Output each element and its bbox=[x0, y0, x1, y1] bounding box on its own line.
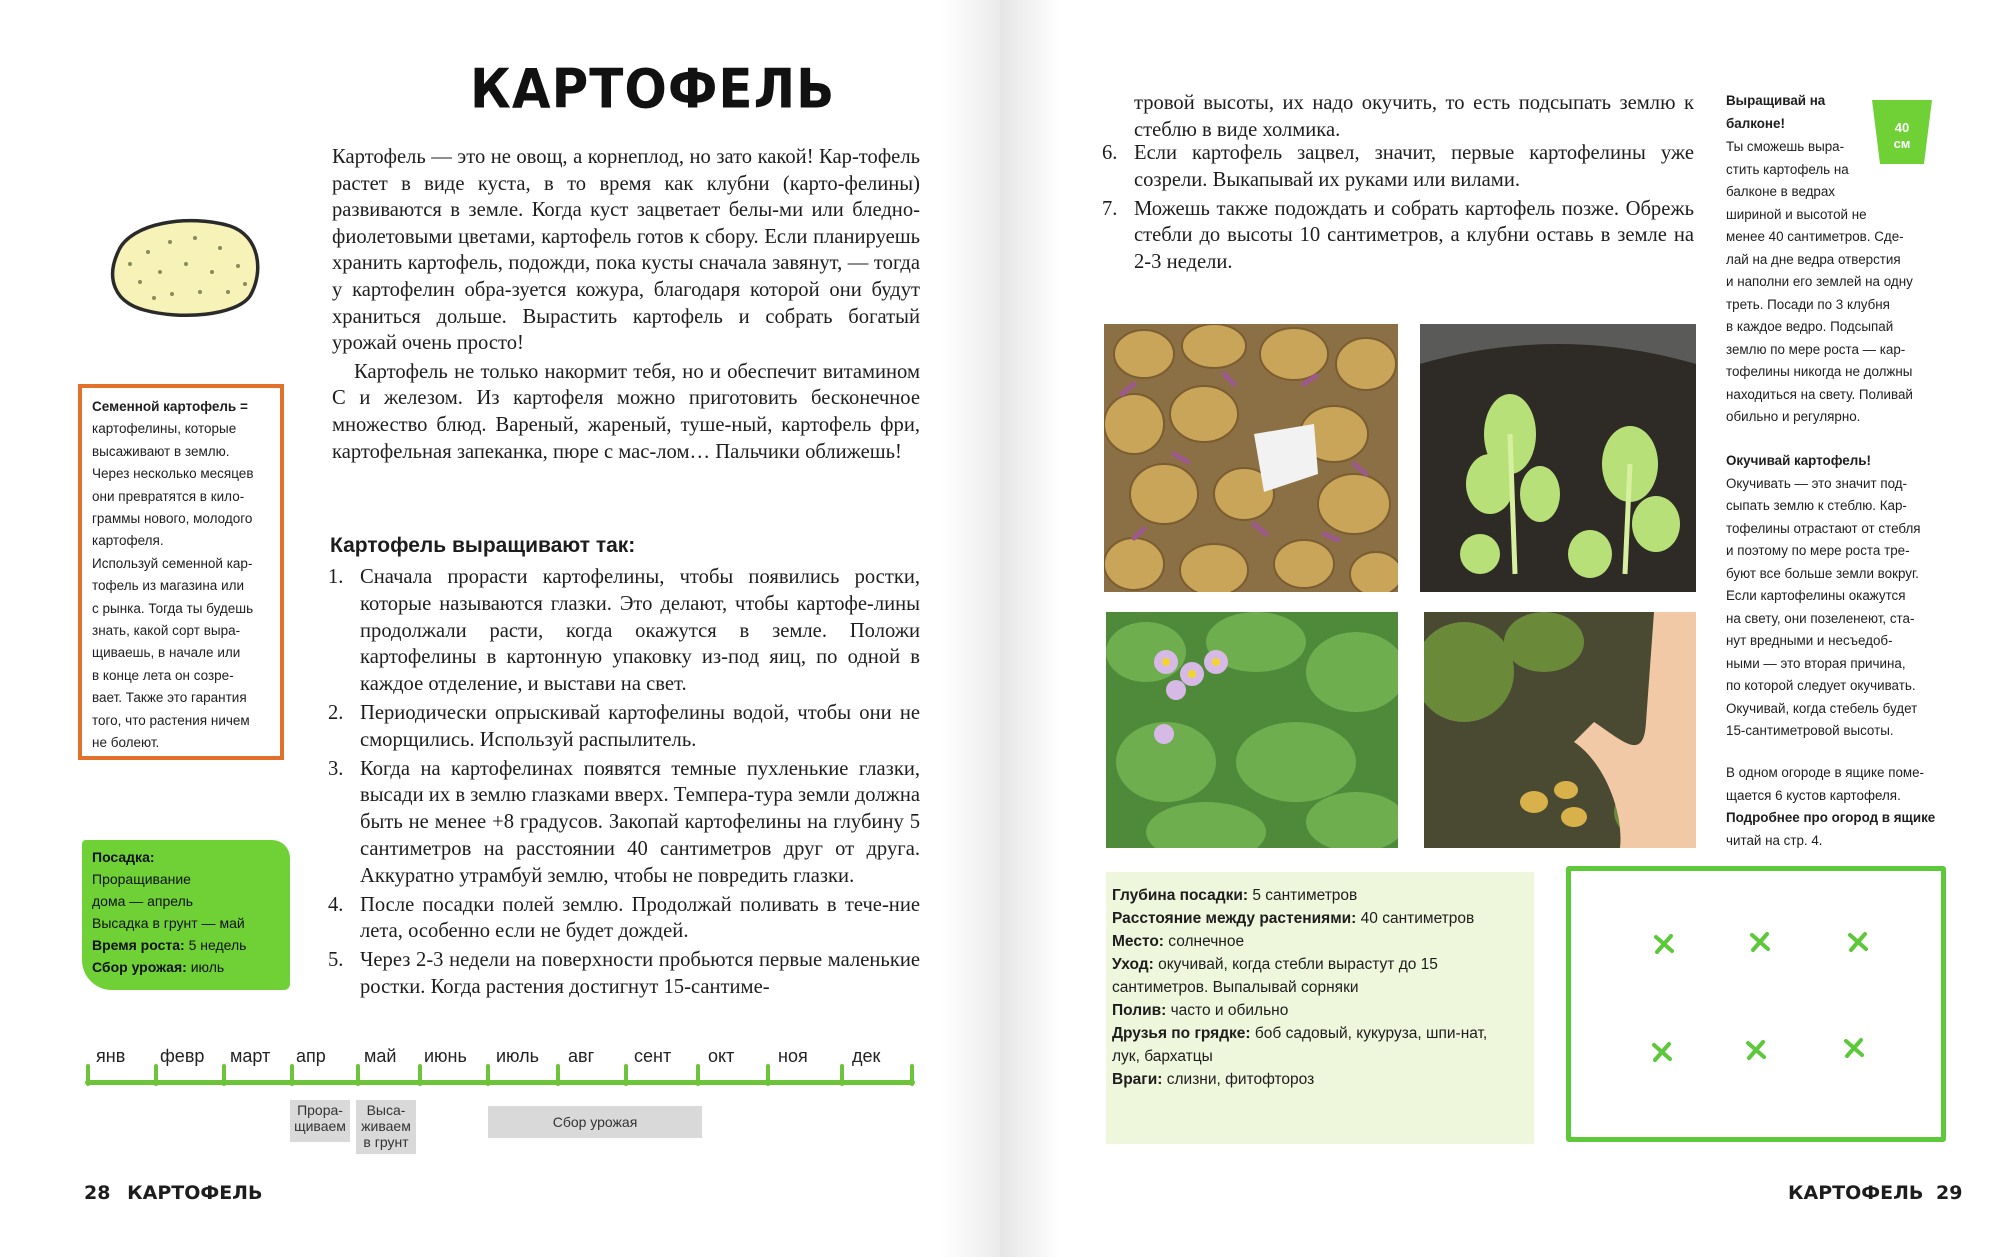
timeline-bar bbox=[85, 1080, 915, 1085]
harvest-by-hand-image bbox=[1424, 612, 1696, 848]
info-value: 40 сантиметров bbox=[1360, 910, 1475, 927]
info-label: Друзья по грядке: bbox=[1112, 1025, 1251, 1042]
hilling-line: ными — это вторая причина, bbox=[1726, 655, 1906, 671]
page-title: КАРТОФЕЛЬ bbox=[470, 57, 836, 121]
info-value: 5 сантиметров bbox=[1252, 887, 1358, 904]
step-number: 1. bbox=[328, 566, 344, 588]
hilling-line: нут вредными и несъедоб- bbox=[1726, 633, 1893, 648]
steps-list-right bbox=[1102, 140, 1694, 276]
planting-label: Посадка: bbox=[92, 849, 155, 865]
hilling-line: на свету, они позеленеют, ста- bbox=[1726, 610, 1915, 626]
garden-note-link: Подробнее про огород в ящике bbox=[1726, 810, 1936, 825]
plant-marker-icon bbox=[1847, 931, 1869, 953]
step-item bbox=[1102, 196, 1694, 276]
month-label: февр bbox=[160, 1046, 205, 1066]
garden-note-line: щается 6 кустов картофеля. bbox=[1726, 787, 1901, 803]
plant-marker-icon bbox=[1653, 933, 1675, 955]
hilling-line: сыпать землю к стеблю. Кар- bbox=[1726, 498, 1907, 513]
harvest-row bbox=[92, 956, 280, 978]
step-item bbox=[328, 756, 920, 890]
continuation-text: тровой высоты, их надо окучить, то есть подсыпать землю к стеблю в виде холмика. bbox=[1134, 92, 1694, 141]
seed-note-line: того, что растения ничем bbox=[92, 712, 250, 728]
steps-list-left bbox=[328, 564, 920, 1001]
info-row bbox=[1112, 953, 1512, 999]
balcony-line: в каждое ведро. Подсыпай bbox=[1726, 319, 1894, 334]
plant-marker-icon bbox=[1745, 1039, 1767, 1061]
info-row bbox=[1112, 884, 1530, 907]
seed-note-line: картофелины, которые bbox=[92, 421, 237, 437]
hilling-line: буют все больше земли вокруг. bbox=[1726, 565, 1919, 581]
timeline-tick bbox=[356, 1064, 360, 1086]
photo-potato-flowers bbox=[1106, 612, 1398, 848]
balcony-line: тофелины никогда не должны bbox=[1726, 364, 1913, 379]
garden-note-line: читай на стр. 4. bbox=[1726, 832, 1823, 848]
sprouting-text: Проращивание bbox=[92, 871, 191, 887]
timeline-tick bbox=[222, 1064, 226, 1086]
harvest-value: июль bbox=[190, 959, 225, 975]
page-gutter-left bbox=[940, 0, 1000, 1257]
month-label: сент bbox=[634, 1046, 672, 1066]
balcony-text bbox=[1726, 136, 1966, 429]
step-item bbox=[328, 564, 920, 698]
step-item bbox=[1102, 140, 1694, 194]
step-text: Когда на картофелинах появятся темные пухленькие глазки, высади их в землю глазками вверх. Темпера-тура земли должна быть не менее +8 градусов. Закопай картофелины на глубину 5 сантиметров на расстоянии 40 сантиметров друг от друга. Аккуратно утрамбуй землю, чтобы не повредить глазки. bbox=[360, 757, 920, 887]
balcony-line: обильно и регулярно. bbox=[1726, 409, 1861, 424]
balcony-line: треть. Посади по 3 клубня bbox=[1726, 296, 1890, 312]
timeline-tick bbox=[910, 1064, 914, 1086]
balcony-line: менее 40 сантиметров. Сде- bbox=[1726, 229, 1904, 244]
footer-title-left: КАРТОФЕЛЬ bbox=[127, 1182, 263, 1204]
timeline-tick bbox=[556, 1064, 560, 1086]
timeline-tag-harvest: Сбор урожая bbox=[488, 1106, 702, 1138]
seed-note-line: тофель из магазина или bbox=[92, 578, 245, 594]
photo-harvest-by-hand bbox=[1424, 612, 1696, 848]
tag-line: Выса- bbox=[366, 1102, 406, 1118]
info-value: часто и обильно bbox=[1170, 1002, 1289, 1019]
month-label: авг bbox=[568, 1046, 595, 1066]
hilling-line: тофелины отрастают от стебля bbox=[1726, 520, 1921, 536]
balcony-line: лай на дне ведра отверстия bbox=[1726, 251, 1901, 267]
potato-flowers-image bbox=[1106, 612, 1398, 848]
info-label: Уход: bbox=[1112, 956, 1154, 973]
hilling-heading: Окучивай картофель! bbox=[1726, 453, 1871, 468]
balcony-heading bbox=[1726, 90, 1866, 135]
transplant-text: Высадка в грунт — май bbox=[92, 915, 245, 931]
timeline-tick bbox=[696, 1064, 700, 1086]
timeline-tick bbox=[290, 1064, 294, 1086]
month-label: июль bbox=[496, 1046, 540, 1066]
info-label: Полив: bbox=[1112, 1002, 1167, 1019]
step-number: 4. bbox=[328, 893, 344, 916]
balcony-line: землю по мере роста — кар- bbox=[1726, 341, 1906, 357]
page-gutter-right bbox=[1000, 0, 1060, 1257]
month-label: апр bbox=[296, 1046, 326, 1066]
seed-note-line: щиваешь, в начале или bbox=[92, 645, 241, 661]
seed-note-line: высаживают в землю. bbox=[92, 443, 230, 459]
seed-note-line: вает. Также это гарантия bbox=[92, 690, 247, 706]
potato-illustration bbox=[100, 212, 266, 322]
seed-potato-note bbox=[78, 384, 284, 760]
info-label: Глубина посадки: bbox=[1112, 887, 1249, 904]
hilling-line: Окучивать — это значит под- bbox=[1726, 475, 1907, 491]
sprouted-potatoes-image bbox=[1104, 324, 1398, 592]
month-label: март bbox=[230, 1046, 271, 1066]
seed-note-line: они превратятся в кило- bbox=[92, 488, 245, 504]
info-row bbox=[1112, 930, 1530, 953]
step-number: 2. bbox=[328, 701, 344, 724]
pot-label-unit: см bbox=[1893, 136, 1911, 151]
balcony-line: и наполни его землей на одну bbox=[1726, 274, 1913, 289]
hilling-line: Окучивай, когда стебель будет bbox=[1726, 700, 1918, 716]
tag-line: живаем bbox=[361, 1118, 411, 1134]
step-text: Через 2-3 недели на поверхности пробьются первые маленькие ростки. Когда растения достигнут 15-сантиме- bbox=[360, 949, 920, 998]
info-value: солнечное bbox=[1168, 933, 1245, 950]
month-label: окт bbox=[708, 1046, 735, 1066]
step-number: 5. bbox=[328, 949, 344, 972]
seed-note-line: не болеют. bbox=[92, 735, 160, 751]
plant-marker-icon bbox=[1749, 931, 1771, 953]
info-value: слизни, фитофтороз bbox=[1166, 1071, 1315, 1088]
plant-marker-icon bbox=[1843, 1037, 1865, 1059]
hilling-line: Если картофелины окажутся bbox=[1726, 588, 1906, 603]
month-label: май bbox=[364, 1046, 397, 1066]
month-label: янв bbox=[96, 1046, 126, 1066]
footer-title-right: КАРТОФЕЛЬ bbox=[1788, 1182, 1924, 1204]
garden-box-note bbox=[1726, 762, 1966, 852]
intro-paragraph-2: Картофель не только накормит тебя, но и обеспечит витамином С и железом. Из картофеля можно приготовить бесконечное множество блюд. Вареный, жареный, туше-ный, картофель фри, картофельная запеканка, пюре с мас-лом… Пальчики оближешь! bbox=[332, 360, 920, 463]
info-label: Враги: bbox=[1112, 1071, 1163, 1088]
info-value: боб садовый, кукуруза, шпи-нат, лук, бархатцы bbox=[1112, 1025, 1488, 1065]
step-text: После посадки полей землю. Продолжай поливать в тече-ние лета, особенно если не будет дождей. bbox=[360, 893, 920, 943]
growth-value: 5 недель bbox=[188, 937, 247, 953]
info-value: окучивай, когда стебли вырастут до 15 сантиметров. Выпалывай сорняки bbox=[1112, 956, 1438, 996]
seed-note-line: Через несколько месяцев bbox=[92, 466, 254, 482]
step-text: Сначала прорасти картофелины, чтобы появились ростки, которые называются глазки. Это делают, чтобы картофе-лины продолжали расти, когда окажутся в земле. Положи картофелины в картонную упаковку из-под яиц, по одной в каждое отделение, и выстави на свет. bbox=[360, 566, 920, 696]
timeline-tag-plant bbox=[356, 1100, 416, 1154]
timeline-tick bbox=[840, 1064, 844, 1086]
seed-note-line: Семенной картофель = bbox=[92, 399, 248, 414]
hilling-line: по которой следует окучивать. bbox=[1726, 678, 1916, 693]
balcony-line: Ты сможешь выра- bbox=[1726, 139, 1845, 154]
balcony-line: шириной и высотой не bbox=[1726, 206, 1867, 222]
tag-line: Прора- bbox=[297, 1102, 343, 1118]
intro-paragraph-1: Картофель — это не овощ, а корнеплод, но зато какой! Кар-тофель растет в виде куста, в то время как клубни (карто-фелины) развиваются в земле. Когда куст зацветает белы-ми или бледно-фиолетовыми цветами, картофель готов к сбору. Если планируешь хранить картофель, подожди, пока кусты сначала завянут, — тогда у картофелин обра-зуется кожура, благодаря которой они будут храниться дольше. Вырастить картофель и собрать богатый урожай очень просто! bbox=[332, 146, 920, 355]
page-number-left: 28 bbox=[84, 1182, 111, 1204]
info-row bbox=[1112, 1068, 1530, 1091]
step-text: Можешь также подождать и собрать картофель позже. Обрежь стебли до высоты 10 сантиметров, а клубни оставь в земле на 2-3 недели. bbox=[1134, 197, 1694, 274]
timeline-tick bbox=[624, 1064, 628, 1086]
tag-line: щиваем bbox=[294, 1118, 346, 1134]
hilling-note bbox=[1726, 450, 1966, 743]
planting-grid-diagram bbox=[1566, 866, 1946, 1142]
month-label: июнь bbox=[424, 1046, 467, 1066]
info-row bbox=[1112, 999, 1530, 1022]
growth-label: Время роста: bbox=[92, 937, 185, 953]
info-label: Место: bbox=[1112, 933, 1164, 950]
hilling-line: 15-сантиметровой высоты. bbox=[1726, 723, 1894, 738]
seed-note-line: с рынка. Тогда ты будешь bbox=[92, 600, 254, 616]
photo-young-plants-bucket bbox=[1420, 324, 1696, 592]
steps-heading: Картофель выращивают так: bbox=[330, 534, 636, 557]
seed-note-line: Используй семенной кар- bbox=[92, 555, 253, 571]
harvest-label: Сбор урожая: bbox=[92, 959, 187, 975]
timeline-tick bbox=[766, 1064, 770, 1086]
balcony-heading-text: Выращивай на балконе! bbox=[1726, 93, 1826, 131]
page-number-right: 29 bbox=[1935, 1182, 1963, 1204]
seed-note-line: картофеля. bbox=[92, 533, 164, 549]
step-number: 6. bbox=[1102, 142, 1118, 164]
timeline-tick bbox=[86, 1064, 90, 1086]
month-label: ноя bbox=[778, 1046, 808, 1066]
step-text: Периодически опрыскивай картофелины водой, чтобы они не сморщились. Используй распылитель. bbox=[360, 701, 920, 751]
step-text: Если картофель зацвел, значит, первые картофелины уже созрели. Выкапывай их руками или вилами. bbox=[1134, 142, 1694, 191]
timeline-tick bbox=[486, 1064, 490, 1086]
left-footer bbox=[84, 1182, 262, 1204]
garden-note-line: В одном огороде в ящике поме- bbox=[1726, 765, 1925, 780]
balcony-line: балконе в ведрах bbox=[1726, 184, 1835, 199]
seed-note-line: граммы нового, молодого bbox=[92, 511, 253, 527]
month-label: дек bbox=[852, 1046, 881, 1066]
step-number: 3. bbox=[328, 757, 344, 780]
tag-line: в грунт bbox=[363, 1134, 409, 1150]
info-row bbox=[1112, 1022, 1512, 1068]
sprouting-when: дома — апрель bbox=[92, 893, 194, 909]
planting-schedule-box bbox=[82, 840, 290, 990]
growth-row bbox=[92, 934, 280, 956]
balcony-line: стить картофель на bbox=[1726, 161, 1849, 177]
balcony-line: находиться на свету. Поливай bbox=[1726, 386, 1913, 402]
right-footer bbox=[1788, 1182, 1962, 1204]
plant-marker-icon bbox=[1651, 1041, 1673, 1063]
step-number: 7. bbox=[1102, 197, 1118, 220]
timeline-tick bbox=[154, 1064, 158, 1086]
photo-sprouted-potatoes bbox=[1104, 324, 1398, 592]
seed-note-line: знать, какой сорт выра- bbox=[92, 623, 241, 639]
step-item bbox=[328, 892, 920, 946]
info-label: Расстояние между растениями: bbox=[1112, 910, 1357, 927]
intro-text bbox=[332, 144, 920, 465]
timeline-tag-sprout bbox=[290, 1100, 350, 1142]
growing-info-box bbox=[1106, 872, 1534, 1144]
info-row bbox=[1112, 907, 1530, 930]
young-plants-image bbox=[1420, 324, 1696, 592]
seed-note-line: в конце лета он созре- bbox=[92, 667, 234, 683]
step-item bbox=[328, 700, 920, 754]
pot-label-number: 40 bbox=[1894, 120, 1910, 135]
hilling-line: и поэтому по мере роста тре- bbox=[1726, 543, 1910, 558]
step-item bbox=[328, 947, 920, 1001]
timeline-tick bbox=[418, 1064, 422, 1086]
